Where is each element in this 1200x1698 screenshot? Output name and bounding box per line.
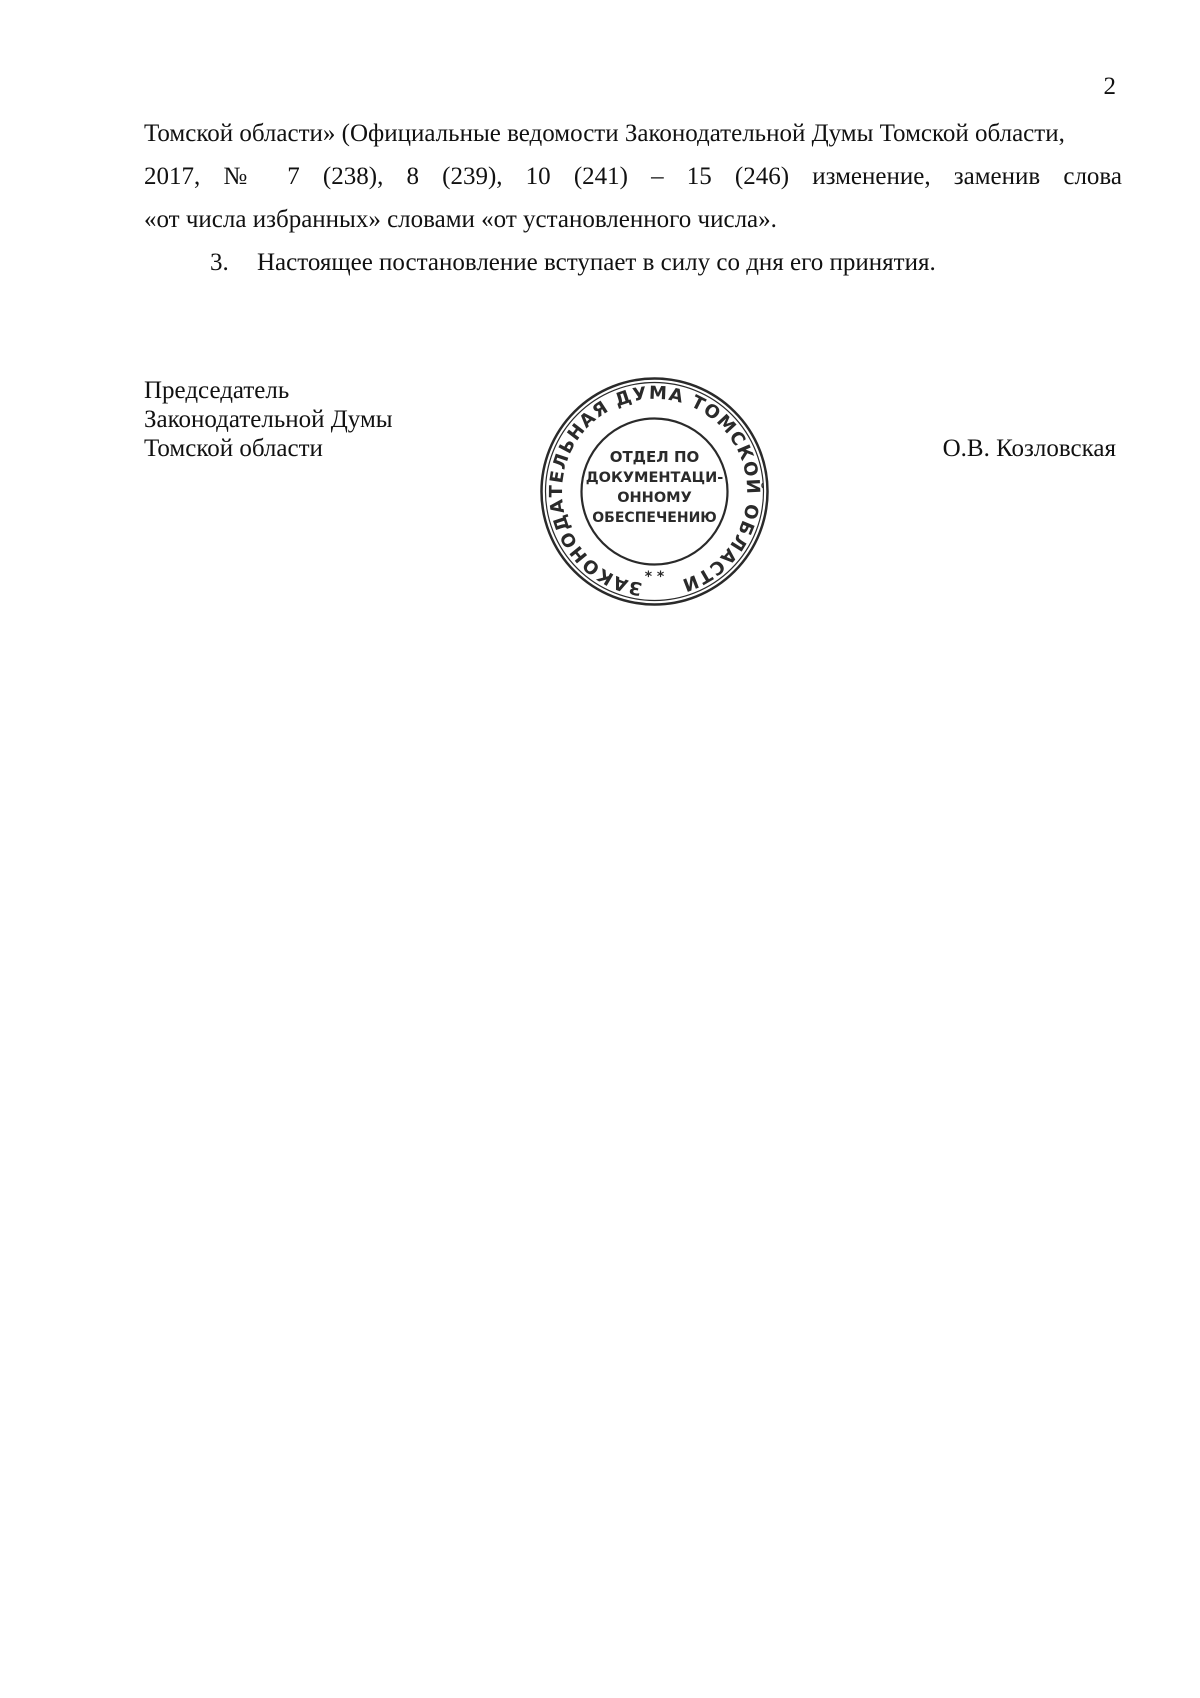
stamp-center-line-4: ОБЕСПЕЧЕНИЮ [592,510,717,526]
page-number: 2 [1103,73,1116,100]
paragraph-continuation [144,112,1122,241]
paragraph-line-2: 2017, № 7 (238), 8 (239), 10 (241) – 15 (246) изменение, заменив слова [144,163,1122,190]
signer-title-line-2: Законодательной Думы [144,406,393,433]
signer-name: О.В. Козловская [942,435,1116,462]
numbered-item-3 [210,248,936,278]
paragraph-line-3: «от числа избранных» словами «от установленного числа». [144,206,777,233]
official-stamp [537,374,772,609]
stamp-center-line-2: ДОКУМЕНТАЦИ- [585,470,724,486]
stamp-center-line-1: ОТДЕЛ ПО [609,448,700,466]
signer-title [144,376,393,463]
signer-title-line-1: Председатель [144,377,290,404]
signer-title-line-3: Томской области [144,435,323,462]
paragraph-line-1: Томской области» (Официальные ведомости Законодательной Думы Томской области, [144,120,1065,147]
stamp-graphic [537,374,772,609]
stamp-ring-text: ЗАКОНОДАТЕЛЬНАЯ ДУМА ТОМСКОЙ ОБЛАСТИ [545,382,764,600]
stamp-stars: * * [644,569,665,585]
item-text: Настоящее постановление вступает в силу со дня его принятия. [257,249,936,276]
stamp-center-line-3: ОННОМУ [617,490,692,506]
item-number: 3. [210,249,229,276]
